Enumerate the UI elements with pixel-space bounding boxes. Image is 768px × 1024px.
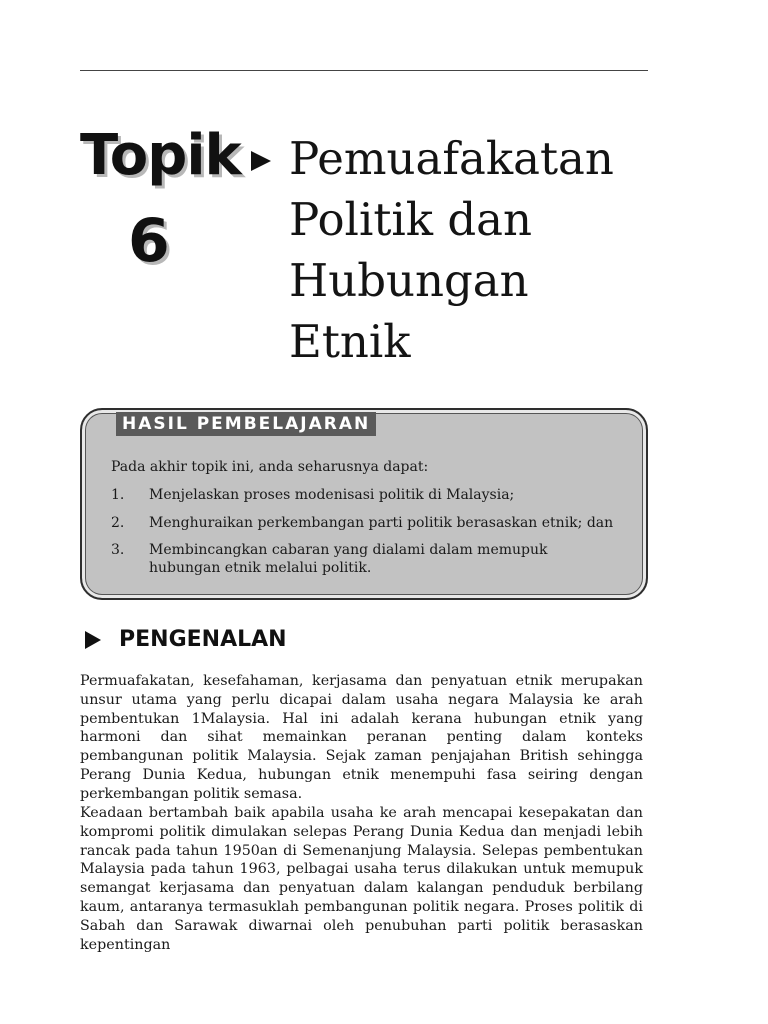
body-paragraph: Keadaan bertambah baik apabila usaha ke arah mencapai kesepakatan dan kompromi politik dimulakan selepas Perang Dunia Kedua dan menjadi lebih rancak pada tahun 1950an di Semenanjung Malaysia. Selepas pembentukan Malaysia pada tahun 1963, pelbagai usaha terus dilakukan untuk memupuk semangat kerjasama dan penyatuan dalam kalangan penduduk berbilang kaum, antaranya termasuklah pembangunan politik negara. Proses politik di Sabah dan Sarawak diwarnai oleh penubuhan parti politik berasaskan kepentingan bbox=[80, 805, 643, 953]
topic-word: Topik bbox=[80, 123, 241, 188]
outcome-number: 1. bbox=[111, 487, 125, 503]
triangle-right-icon bbox=[250, 150, 272, 172]
outcome-number: 3. bbox=[111, 542, 125, 558]
header-rule bbox=[80, 70, 648, 71]
outcome-text: Menghuraikan perkembangan parti politik berasaskan etnik; dan bbox=[149, 515, 614, 531]
learning-outcome-item bbox=[111, 486, 631, 504]
triangle-right-icon bbox=[84, 630, 102, 650]
outcome-text: Membincangkan cabaran yang dialami dalam memupuk hubungan etnik melalui politik. bbox=[149, 542, 548, 576]
learning-outcome-item bbox=[111, 514, 631, 532]
body-paragraph: Permuafakatan, kesefahaman, kerjasama dan penyatuan etnik merupakan unsur utama yang perlu dicapai dalam usaha negara Malaysia ke arah pembentukan 1Malaysia. Hal ini adalah kerana hubungan etnik yang harmoni dan sihat memainkan peranan penting dalam konteks pembangunan politik Malaysia. Sejak zaman penjajahan British sehingga Perang Dunia Kedua, hubungan etnik menempuhi fasa seiring dengan perkembangan politik semasa. bbox=[80, 673, 643, 802]
chapter-title-line: Politik dan bbox=[289, 193, 532, 246]
section-heading: PENGENALAN bbox=[119, 627, 287, 652]
chapter-title-line: Pemuafakatan bbox=[289, 132, 614, 185]
chapter-title bbox=[289, 128, 649, 372]
learning-outcomes-label: HASIL PEMBELAJARAN bbox=[116, 412, 376, 436]
learning-outcome-item bbox=[111, 541, 631, 577]
chapter-title-line: Etnik bbox=[289, 315, 411, 368]
chapter-title-line: Hubungan bbox=[289, 254, 529, 307]
outcome-text: Menjelaskan proses modenisasi politik di Malaysia; bbox=[149, 487, 515, 503]
learning-outcomes-intro: Pada akhir topik ini, anda seharusnya dapat: bbox=[111, 459, 429, 475]
outcome-number: 2. bbox=[111, 515, 125, 531]
topic-number: 6 bbox=[128, 206, 170, 276]
